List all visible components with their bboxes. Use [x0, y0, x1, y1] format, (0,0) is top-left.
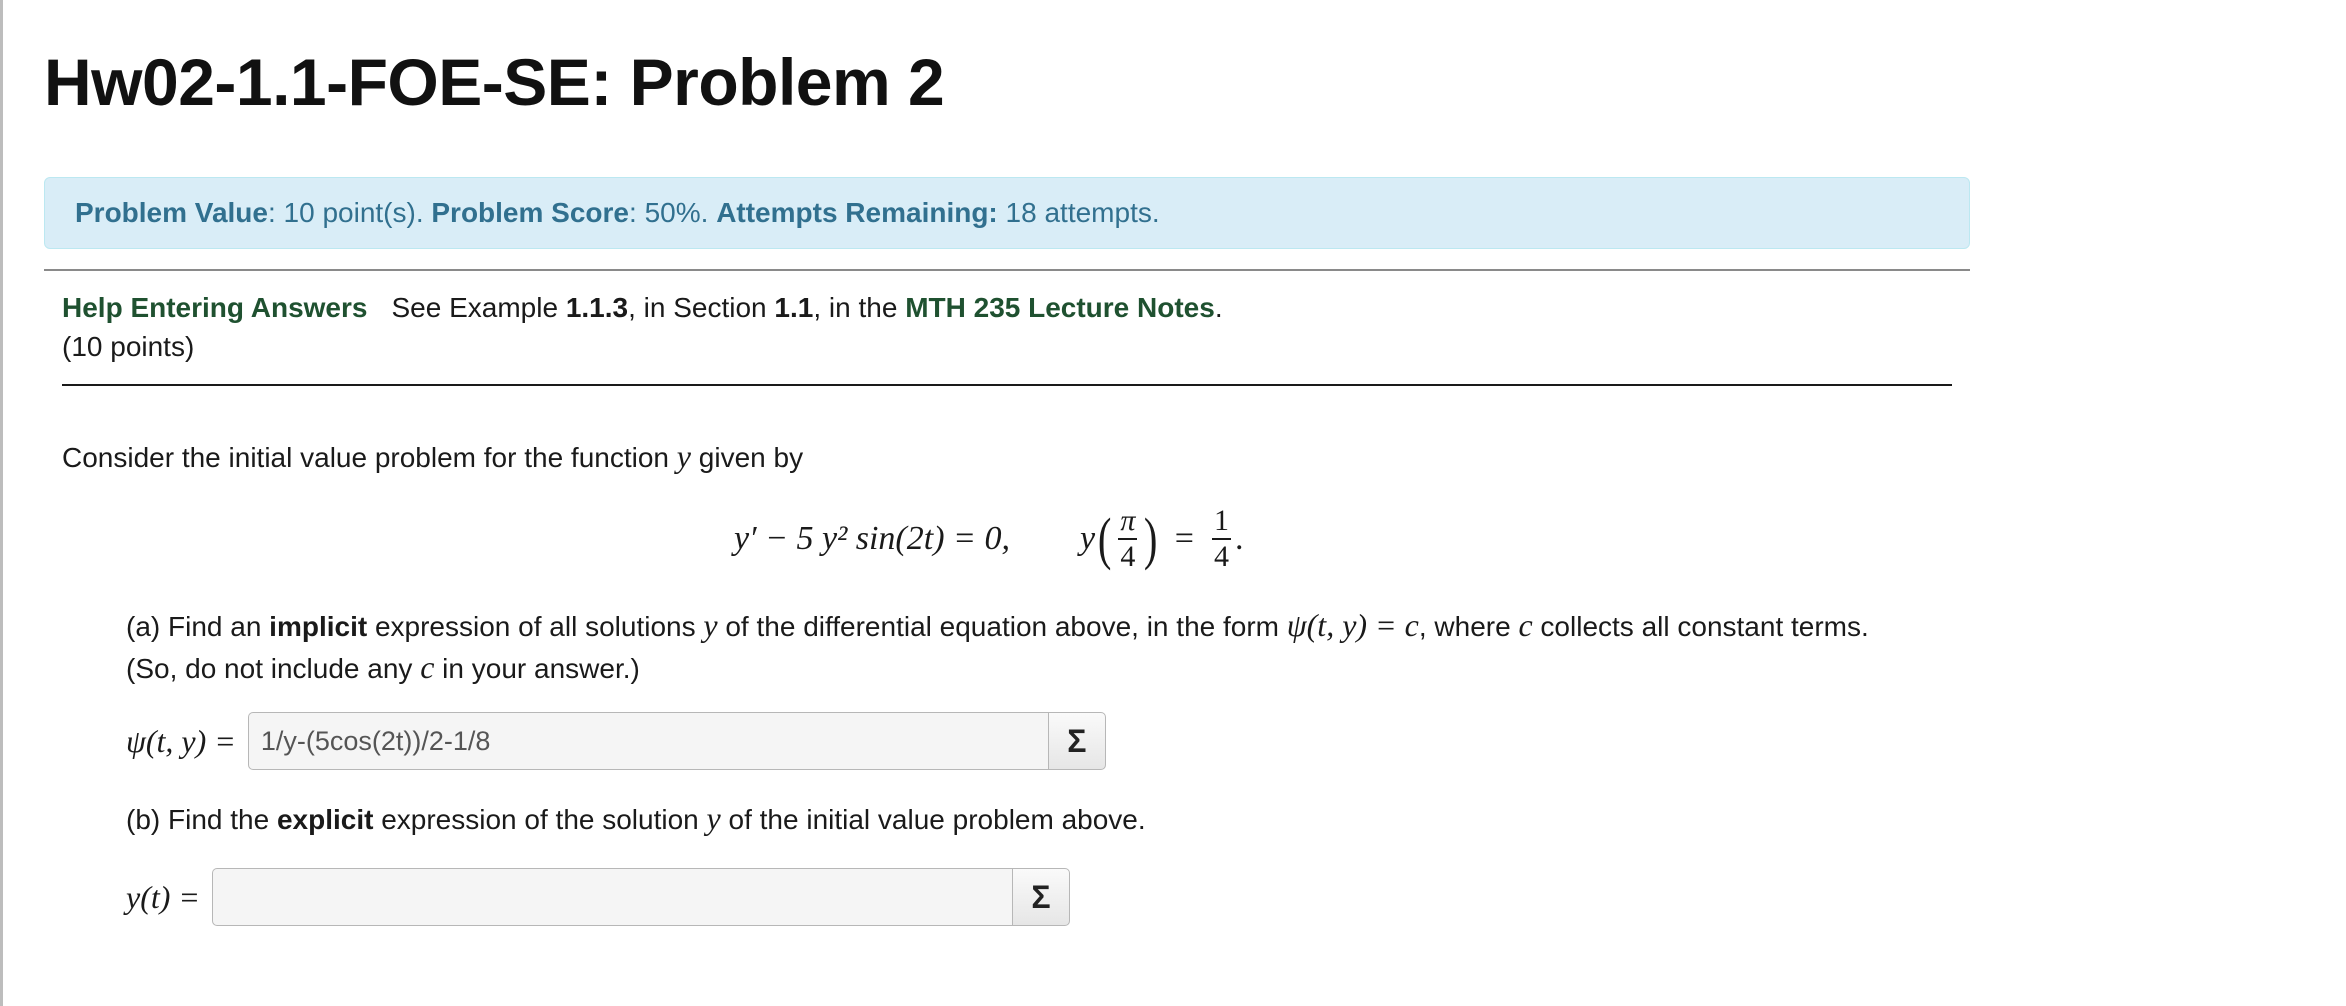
problem-score-label: Problem Score — [431, 197, 630, 228]
in-section-text: , in Section — [628, 292, 775, 323]
intro-text-before: Consider the initial value problem for the function — [62, 442, 677, 473]
ic-numerator: π — [1120, 504, 1136, 537]
part-a-bold: implicit — [269, 611, 368, 642]
part-a-answer-input[interactable] — [248, 712, 1048, 770]
part-b-prompt — [126, 800, 1146, 837]
ic-equals: = — [1174, 520, 1194, 557]
rhs-denominator: 4 — [1213, 540, 1229, 573]
initial-condition-argument — [1118, 504, 1137, 574]
differential-equation: y′ − 5 y² sin(2t) = 0, y ( $\frac{\pi}{4}$ ) = $\frac{1}{4}$ . — [734, 504, 1244, 573]
attempts-remaining-text: 18 attempts. — [997, 197, 1160, 228]
part-b-var-y: y — [706, 800, 721, 836]
divider-top — [44, 269, 1970, 271]
page-title: Hw02-1.1-FOE-SE: Problem 2 — [44, 45, 945, 119]
problem-info-box — [44, 177, 1970, 249]
part-b-t2: expression of the solution — [373, 804, 707, 835]
part-a-var-c: c — [1518, 607, 1533, 643]
example-number: 1.1.3 — [565, 292, 629, 323]
part-b-equation-editor-button[interactable] — [1012, 868, 1070, 926]
part-b-answer-label: y(t) = — [126, 878, 200, 915]
section-number: 1.1 — [774, 292, 814, 323]
part-a-psi: ψ(t, y) = c — [1286, 607, 1419, 643]
sigma-icon: Σ — [1031, 878, 1051, 915]
see-example-text: See Example — [391, 292, 566, 323]
part-a-t1: (a) Find an — [126, 611, 270, 642]
left-border — [0, 0, 3, 1006]
problem-score-text: : 50%. — [629, 197, 717, 228]
part-a-t2: expression of all solutions — [367, 611, 704, 642]
part-a-line2-c: c — [420, 649, 435, 685]
help-line — [62, 292, 1223, 324]
part-b-t1: (b) Find the — [126, 804, 277, 835]
part-a-line2-after: in your answer.) — [434, 653, 640, 684]
part-b-answer-row — [126, 868, 1070, 926]
intro-text-after: given by — [691, 442, 804, 473]
equation-lhs: y′ − 5 y² sin(2t) = 0, — [734, 520, 1010, 557]
part-a-answer-label: ψ(t, y) = — [126, 722, 236, 759]
part-a-answer-row — [126, 712, 1106, 770]
points-text: (10 points) — [62, 331, 195, 362]
part-a-t4: , where — [1418, 611, 1519, 642]
lecture-notes-link[interactable]: MTH 235 Lecture Notes — [905, 292, 1215, 323]
part-b-answer-input[interactable] — [212, 868, 1012, 926]
help-entering-answers-link[interactable]: Help Entering Answers — [62, 292, 368, 323]
part-a-prompt — [126, 605, 1869, 689]
equation-period: . — [1234, 520, 1244, 557]
sigma-icon: Σ — [1067, 722, 1087, 759]
in-the-text: , in the — [813, 292, 906, 323]
part-a-t5: collects all constant terms. — [1532, 611, 1869, 642]
part-a-equation-editor-button[interactable] — [1048, 712, 1106, 770]
initial-condition-value — [1212, 504, 1231, 574]
problem-value-text: : 10 point(s). — [267, 197, 432, 228]
intro-var-y: y — [676, 438, 691, 474]
part-a-line2-before: (So, do not include any — [126, 653, 421, 684]
problem-value-label: Problem Value — [75, 197, 268, 228]
ic-denominator: 4 — [1120, 540, 1136, 573]
initial-condition-y: y — [1079, 520, 1096, 557]
divider-bottom — [62, 384, 1952, 386]
part-b-bold: explicit — [276, 804, 374, 835]
rhs-numerator: 1 — [1213, 504, 1229, 537]
part-a-var-y: y — [703, 607, 718, 643]
part-b-t3: of the initial value problem above. — [720, 804, 1146, 835]
problem-intro — [62, 438, 803, 475]
help-period: . — [1214, 292, 1223, 323]
part-a-t3: of the differential equation above, in the form — [717, 611, 1287, 642]
attempts-remaining-label: Attempts Remaining: — [716, 197, 998, 228]
